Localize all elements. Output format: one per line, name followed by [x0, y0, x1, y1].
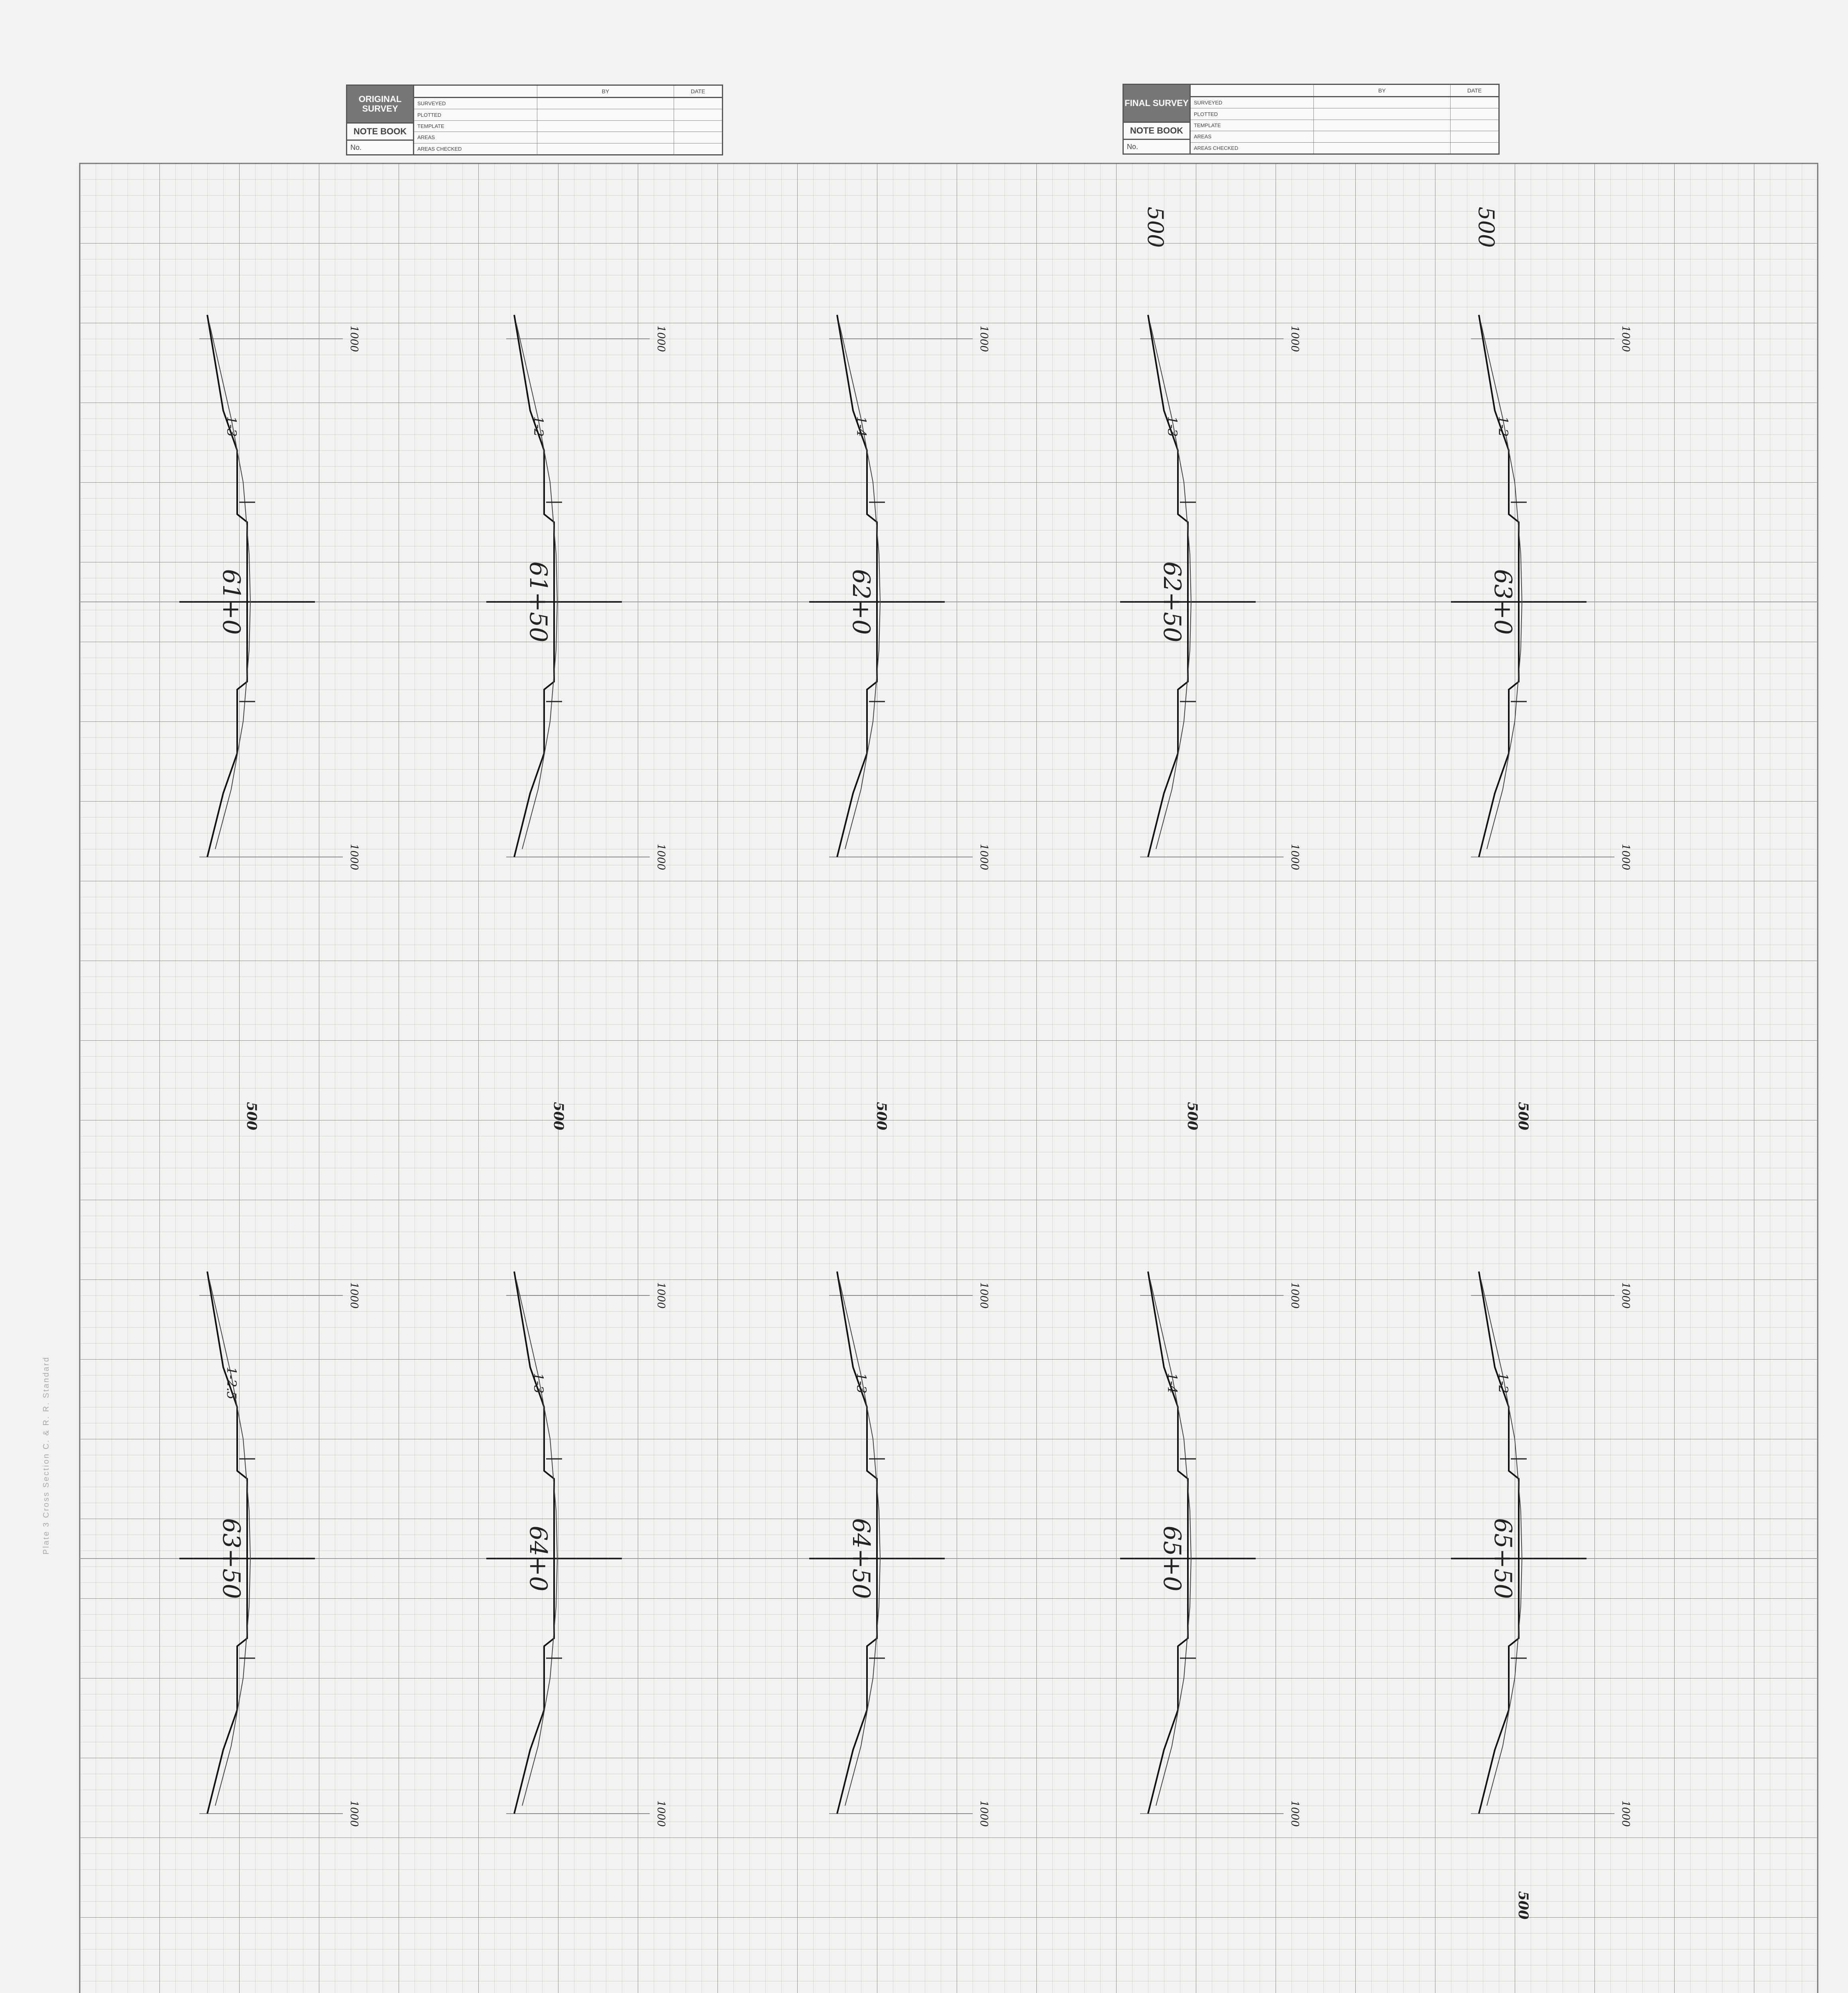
notebook-label: NOTE BOOK — [347, 122, 413, 140]
slope-label: 1-3 — [224, 416, 239, 437]
column-date: DATE — [1467, 87, 1482, 94]
elevation-label-bottom: 1000 — [1289, 1800, 1301, 1827]
title-block-title: FINAL SURVEY — [1124, 85, 1189, 122]
notebook-label: NOTE BOOK — [1124, 122, 1189, 139]
row-label: SURVEYED — [414, 98, 537, 109]
elevation-label-bottom: 1000 — [655, 1800, 667, 1827]
elevation-label-top: 1000 — [1620, 325, 1632, 352]
elevation-label-bottom: 1000 — [348, 843, 360, 871]
station-label: 65+50 — [1489, 1518, 1517, 1599]
station-label: 64+50 — [847, 1518, 875, 1599]
datum-label: 500 — [550, 1102, 566, 1130]
elevation-label-top: 1000 — [348, 325, 360, 352]
row-label: PLOTTED — [1191, 108, 1314, 119]
slope-label: 1-4 — [1165, 1373, 1180, 1394]
station-label: 62+50 — [1158, 561, 1186, 643]
slope-label: 1-2 — [531, 416, 546, 437]
column-date: DATE — [690, 88, 706, 94]
elevation-label-bottom: 1000 — [978, 1800, 990, 1827]
margin-print-note — [42, 1356, 51, 1555]
row-label: AREAS — [414, 132, 537, 143]
elevation-label-bottom: 1000 — [655, 843, 667, 871]
row-label: TEMPLATE — [1191, 120, 1314, 131]
datum-label: 500 — [1515, 1891, 1531, 1920]
row-label: AREAS CHECKED — [1191, 143, 1314, 153]
station-label: 63+50 — [217, 1518, 245, 1599]
elevation-label-top: 1000 — [1289, 1282, 1301, 1309]
datum-label: 500 — [1515, 1102, 1531, 1130]
elevation-label-bottom: 1000 — [1620, 843, 1632, 871]
station-label: 61+0 — [217, 569, 245, 635]
slope-label: 1-3 — [531, 1373, 546, 1394]
station-label: 64+0 — [524, 1525, 552, 1592]
elevation-label-top: 1000 — [348, 1282, 360, 1309]
elevation-label-bottom: 1000 — [348, 1800, 360, 1827]
slope-label: 1-2 — [1496, 416, 1511, 437]
row-label: TEMPLATE — [414, 121, 537, 132]
slope-label: 1-4 — [854, 416, 869, 437]
elevation-label-top: 1000 — [655, 325, 667, 352]
elevation-label-top: 1000 — [1289, 325, 1301, 352]
upper-datum-label: 500 — [1143, 206, 1168, 248]
slope-label: 1-3 — [1165, 416, 1180, 437]
notebook-number-label: No. — [347, 140, 413, 154]
column-by: BY — [537, 86, 674, 97]
station-label: 62+0 — [847, 569, 875, 635]
elevation-label-top: 1000 — [655, 1282, 667, 1309]
elevation-label-bottom: 1000 — [1620, 1800, 1632, 1827]
slope-label: 1-2.5 — [224, 1366, 239, 1400]
station-label: 65+0 — [1158, 1525, 1186, 1592]
row-label: AREAS CHECKED — [414, 143, 537, 154]
row-label: AREAS — [1191, 131, 1314, 142]
row-label: PLOTTED — [414, 109, 537, 120]
margin-print: Plate 3 Cross Section C. & R. R. Standard — [42, 1356, 51, 1555]
slope-label: 1-3 — [854, 1373, 869, 1394]
station-label: 63+0 — [1489, 569, 1517, 635]
slope-label: 1-2 — [1496, 1373, 1511, 1394]
elevation-label-bottom: 1000 — [978, 843, 990, 871]
elevation-label-top: 1000 — [978, 325, 990, 352]
station-label: 61+50 — [524, 561, 552, 643]
datum-label: 500 — [873, 1102, 889, 1130]
datum-label: 500 — [244, 1102, 260, 1130]
elevation-label-bottom: 1000 — [1289, 843, 1301, 871]
row-label: SURVEYED — [1191, 97, 1314, 108]
elevation-label-top: 1000 — [978, 1282, 990, 1309]
title-block-title: ORIGINAL SURVEY — [347, 86, 413, 122]
notebook-number-label: No. — [1124, 139, 1189, 153]
datum-label: 500 — [1184, 1102, 1200, 1130]
elevation-label-top: 1000 — [1620, 1282, 1632, 1309]
upper-datum-label: 500 — [1474, 206, 1499, 248]
column-by: BY — [1314, 85, 1451, 96]
